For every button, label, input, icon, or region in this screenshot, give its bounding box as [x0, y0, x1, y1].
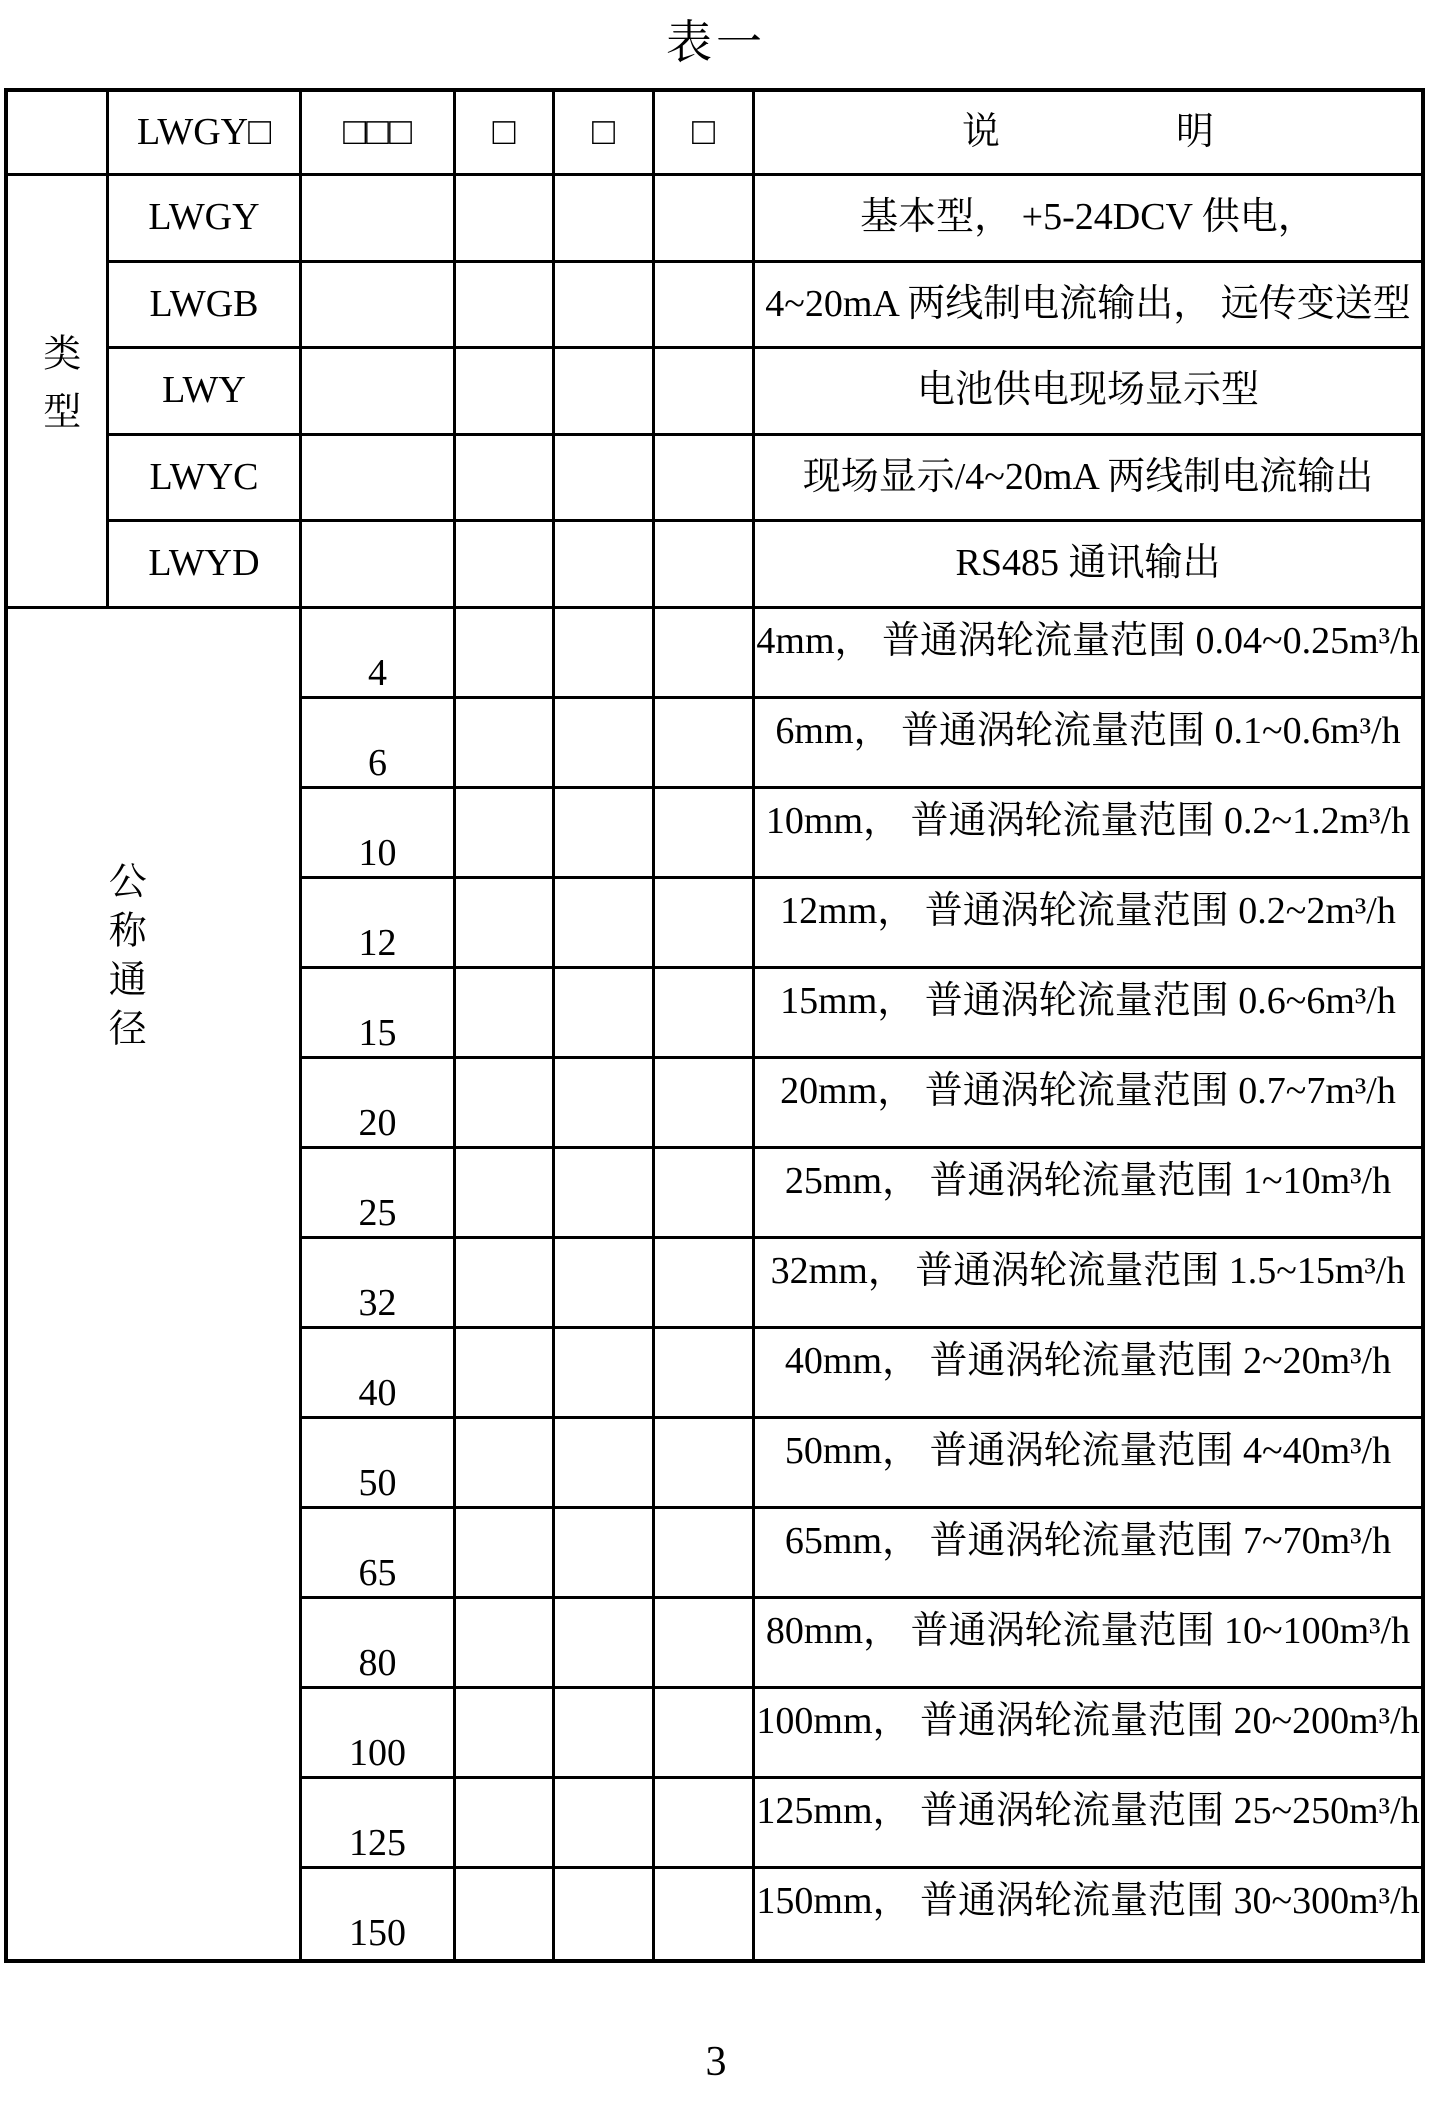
size-cell: 12 [302, 879, 456, 969]
type-group-cell [8, 176, 109, 609]
size-cell: 65 [302, 1509, 456, 1599]
empty-code-cell [555, 1779, 655, 1869]
empty-code-cell [655, 969, 755, 1059]
desc-cell: 20mm， 普通涡轮流量范围 0.7~7m³/h [755, 1059, 1421, 1149]
header-desc-char2: 明 [1176, 110, 1215, 153]
empty-code-cell [456, 1779, 555, 1869]
size-cell: 50 [302, 1419, 456, 1509]
empty-code-cell [555, 1239, 655, 1329]
desc-cell: 65mm， 普通涡轮流量范围 7~70m³/h [755, 1509, 1421, 1599]
empty-code-cell [655, 1059, 755, 1149]
empty-code-cell [456, 1689, 555, 1779]
desc-cell: 40mm， 普通涡轮流量范围 2~20m³/h [755, 1329, 1421, 1419]
page-number: 3 [705, 2039, 727, 2085]
desc-cell: 电池供电现场显示型 [755, 349, 1421, 436]
header-cell-empty [8, 92, 109, 176]
empty-code-cell [555, 522, 655, 609]
empty-code-cell [655, 789, 755, 879]
empty-code-cell [655, 1599, 755, 1689]
empty-code-cell [555, 349, 655, 436]
type-group-label: 类型 [36, 332, 79, 449]
empty-code-cell [555, 699, 655, 789]
empty-code-cell [655, 609, 755, 699]
empty-code-cell [456, 1149, 555, 1239]
header-cell-code-a: □ [456, 92, 555, 176]
desc-cell: RS485 通讯输出 [755, 522, 1421, 609]
page-title: 表一 [666, 17, 766, 68]
model-cell: LWGB [109, 263, 302, 350]
desc-cell: 25mm， 普通涡轮流量范围 1~10m³/h [755, 1149, 1421, 1239]
empty-code-cell [555, 1599, 655, 1689]
empty-code-cell [555, 1149, 655, 1239]
empty-code-cell [655, 349, 755, 436]
header-desc-char1: 说 [961, 110, 1000, 153]
desc-cell: 150mm， 普通涡轮流量范围 30~300m³/h [756, 1879, 1420, 1922]
empty-code-cell [456, 1419, 555, 1509]
desc-cell: 基本型， +5-24DCV 供电， [755, 176, 1421, 263]
empty-code-cell [655, 1509, 755, 1599]
size-cell: 125 [302, 1779, 456, 1869]
empty-code-cell [555, 789, 655, 879]
empty-code-cell [555, 1059, 655, 1149]
size-cell: 4 [302, 609, 456, 699]
empty-code-cell [456, 1599, 555, 1689]
empty-code-cell [456, 1509, 555, 1599]
desc-cell: 32mm， 普通涡轮流量范围 1.5~15m³/h [755, 1239, 1421, 1329]
empty-code-cell [655, 879, 755, 969]
diameter-group-label: 公称通径 [102, 860, 145, 1057]
desc-cell: 100mm， 普通涡轮流量范围 20~200m³/h [755, 1689, 1421, 1779]
size-cell: 20 [302, 1059, 456, 1149]
empty-code-cell [555, 1869, 655, 1959]
empty-code-cell [555, 1509, 655, 1599]
desc-cell: 4~20mA 两线制电流输出， 远传变送型 [755, 263, 1421, 350]
empty-code-cell [655, 699, 755, 789]
empty-code-cell [655, 1149, 755, 1239]
empty-code-cell [555, 263, 655, 350]
size-cell: 25 [302, 1149, 456, 1239]
model-cell: LWYC [109, 436, 302, 523]
empty-code-cell [655, 1239, 755, 1329]
empty-code-cell [302, 436, 456, 523]
empty-code-cell [302, 176, 456, 263]
empty-code-cell [655, 1779, 755, 1869]
empty-code-cell [456, 1059, 555, 1149]
empty-code-cell [555, 1689, 655, 1779]
empty-code-cell [555, 969, 655, 1059]
desc-cell: 15mm， 普通涡轮流量范围 0.6~6m³/h [755, 969, 1421, 1059]
header-cell-model-prefix: LWGY□ [109, 92, 302, 176]
size-cell: 80 [302, 1599, 456, 1689]
empty-code-cell [456, 522, 555, 609]
empty-code-cell [456, 263, 555, 350]
empty-code-cell [456, 609, 555, 699]
empty-code-cell [302, 349, 456, 436]
empty-code-cell [555, 436, 655, 523]
size-cell: 10 [302, 789, 456, 879]
empty-code-cell [555, 879, 655, 969]
desc-cell: 12mm， 普通涡轮流量范围 0.2~2m³/h [755, 879, 1421, 969]
size-cell: 150 [302, 1869, 456, 1959]
desc-cell: 4mm， 普通涡轮流量范围 0.04~0.25m³/h [755, 609, 1421, 699]
size-cell: 6 [302, 699, 456, 789]
empty-code-cell [456, 349, 555, 436]
desc-cell: 50mm， 普通涡轮流量范围 4~40m³/h [755, 1419, 1421, 1509]
empty-code-cell [302, 263, 456, 350]
model-cell: LWGY [109, 176, 302, 263]
empty-code-cell [655, 263, 755, 350]
model-selection-table [4, 88, 1425, 1963]
empty-code-cell [655, 1869, 755, 1959]
header-cell-code-c: □ [655, 92, 755, 176]
empty-code-cell [655, 522, 755, 609]
model-cell: LWYD [109, 522, 302, 609]
size-cell: 32 [302, 1239, 456, 1329]
desc-cell: 6mm， 普通涡轮流量范围 0.1~0.6m³/h [755, 699, 1421, 789]
empty-code-cell [456, 789, 555, 879]
desc-cell: 现场显示/4~20mA 两线制电流输出 [755, 436, 1421, 523]
empty-code-cell [456, 436, 555, 523]
desc-cell: 80mm， 普通涡轮流量范围 10~100m³/h [755, 1599, 1421, 1689]
model-cell: LWY [109, 349, 302, 436]
size-cell: 40 [302, 1329, 456, 1419]
empty-code-cell [555, 1329, 655, 1419]
desc-cell: 10mm， 普通涡轮流量范围 0.2~1.2m³/h [755, 789, 1421, 879]
empty-code-cell [456, 176, 555, 263]
empty-code-cell [555, 609, 655, 699]
empty-code-cell [456, 1329, 555, 1419]
desc-cell: 125mm， 普通涡轮流量范围 25~250m³/h [755, 1779, 1421, 1869]
empty-code-cell [655, 1419, 755, 1509]
empty-code-cell [456, 879, 555, 969]
empty-code-cell [456, 699, 555, 789]
empty-code-cell [456, 1239, 555, 1329]
size-cell: 15 [302, 969, 456, 1059]
empty-code-cell [655, 176, 755, 263]
header-cell-code-three: □□□ [302, 92, 456, 176]
empty-code-cell [456, 1869, 555, 1959]
diameter-group-cell [8, 609, 302, 1959]
empty-code-cell [555, 176, 655, 263]
size-cell: 100 [302, 1689, 456, 1779]
empty-code-cell [555, 1419, 655, 1509]
empty-code-cell [302, 522, 456, 609]
empty-code-cell [655, 436, 755, 523]
empty-code-cell [456, 969, 555, 1059]
empty-code-cell [655, 1689, 755, 1779]
header-cell-code-b: □ [555, 92, 655, 176]
header-cell-description [755, 92, 1421, 176]
empty-code-cell [655, 1329, 755, 1419]
